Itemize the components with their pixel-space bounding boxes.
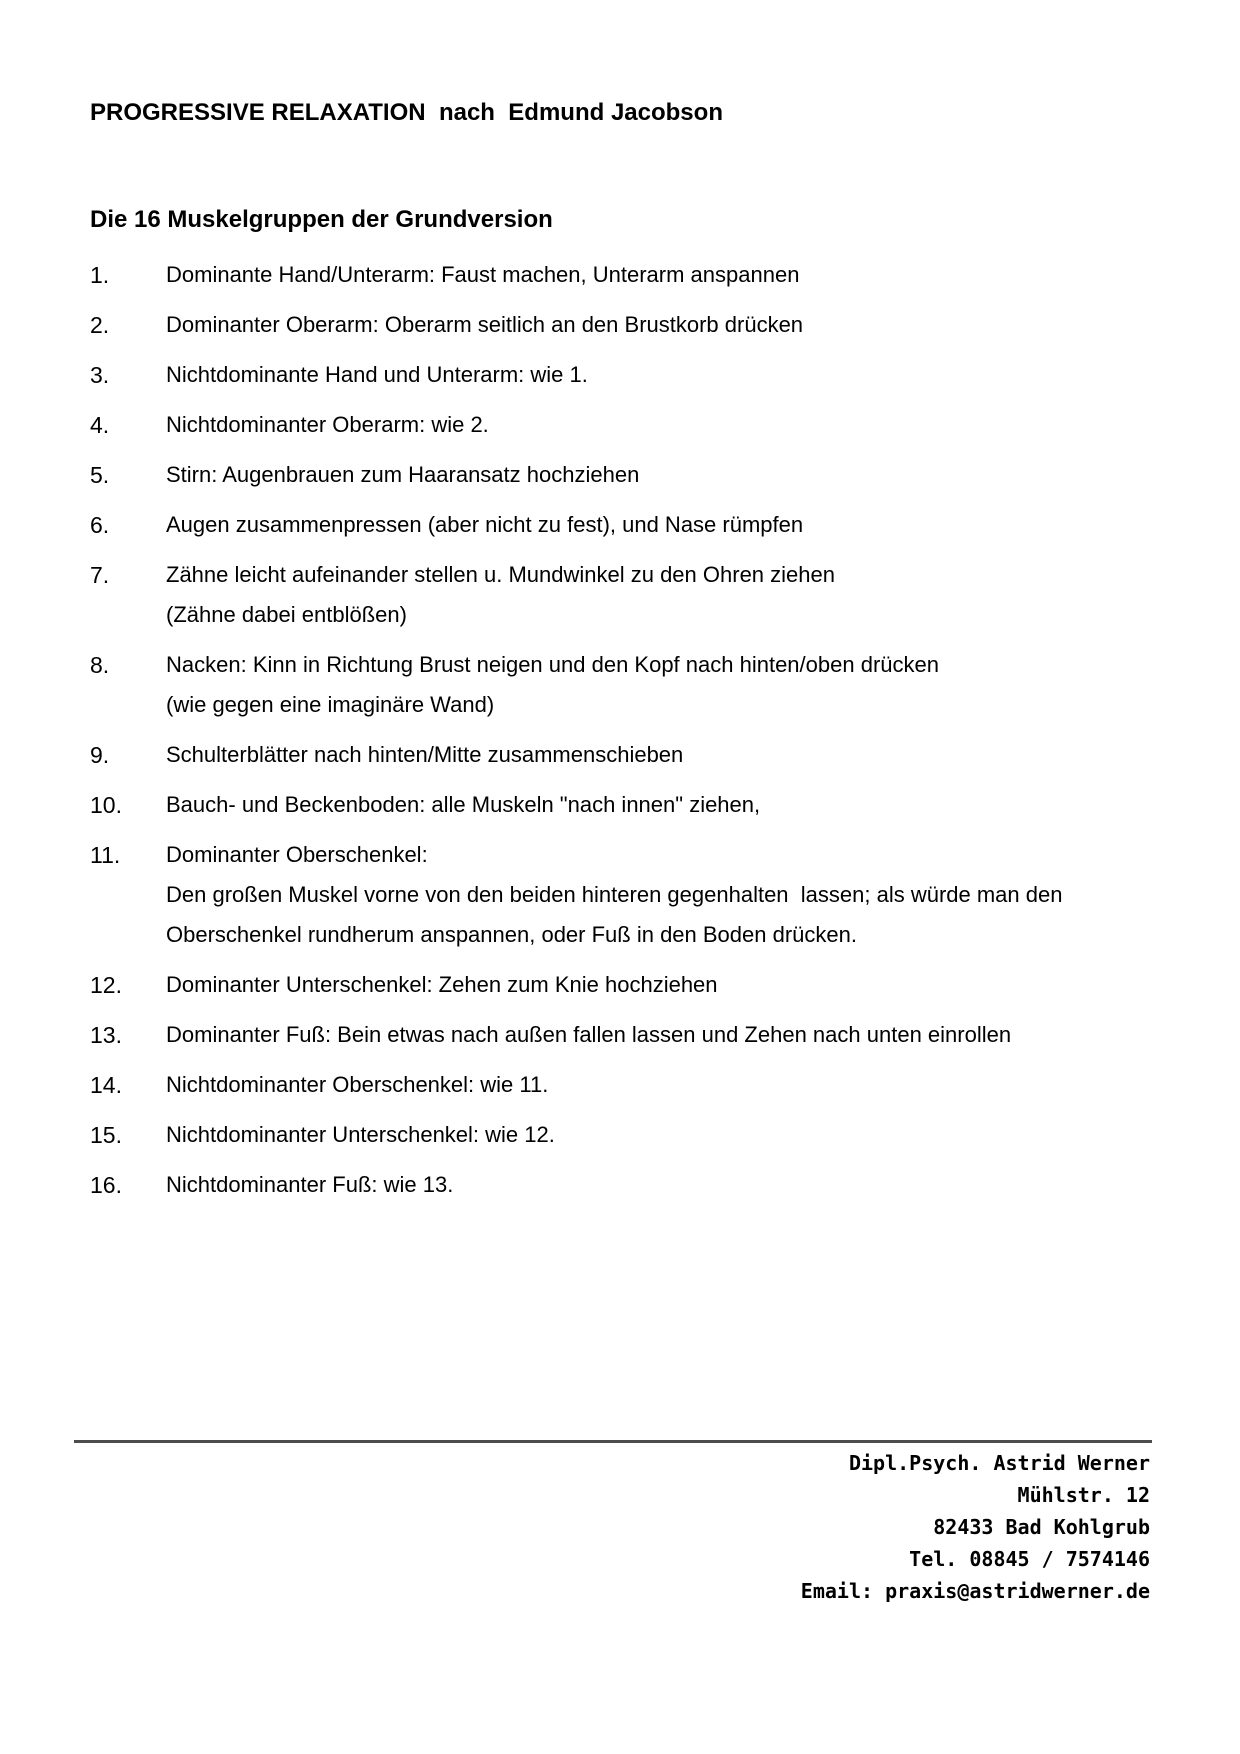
list-item-number: 9. xyxy=(90,742,110,768)
list-item xyxy=(90,355,1170,395)
list-item-text: Nichtdominanter Fuß: wie 13. xyxy=(166,1172,454,1197)
list-item xyxy=(90,785,1170,825)
list-item-text: Zähne leicht aufeinander stellen u. Mundwinkel zu den Ohren ziehen xyxy=(166,562,835,587)
list-item-number: 6. xyxy=(90,512,110,538)
list-item-number: 15. xyxy=(90,1122,122,1148)
list-item xyxy=(90,835,1170,955)
list-item-body xyxy=(166,1065,1170,1105)
list-item-text: Dominanter Oberarm: Oberarm seitlich an den Brustkorb drücken xyxy=(166,312,804,337)
list-item xyxy=(90,255,1170,295)
footer-contact-line: Email: praxis@astridwerner.de xyxy=(800,1579,1150,1603)
list-item-body xyxy=(166,255,1170,295)
document-title: PROGRESSIVE RELAXATION nach Edmund Jacobson xyxy=(90,99,723,126)
list-item xyxy=(90,1165,1170,1205)
list-item-text: Bauch- und Beckenboden: alle Muskeln "nach innen" ziehen, xyxy=(166,792,761,817)
list-item xyxy=(90,455,1170,495)
list-item xyxy=(90,1115,1170,1155)
list-item-number: 8. xyxy=(90,652,110,678)
list-item-body xyxy=(166,645,1170,725)
footer-contact-line: Dipl.Psych. Astrid Werner xyxy=(848,1451,1150,1475)
list-item-text: Nichtdominanter Oberarm: wie 2. xyxy=(166,412,489,437)
list-item-body xyxy=(166,305,1170,345)
list-item-text: Dominanter Unterschenkel: Zehen zum Knie hochziehen xyxy=(166,972,718,997)
list-item-body xyxy=(166,1015,1170,1055)
list-item-number: 7. xyxy=(90,562,110,588)
list-item-text: Schulterblätter nach hinten/Mitte zusammenschieben xyxy=(166,742,684,767)
list-item-text: Dominanter Fuß: Bein etwas nach außen fallen lassen und Zehen nach unten einrollen xyxy=(166,1022,1012,1047)
list-item-body xyxy=(166,785,1170,825)
list-item-text: Nacken: Kinn in Richtung Brust neigen und den Kopf nach hinten/oben drücken xyxy=(166,652,939,677)
list-item-body xyxy=(166,505,1170,545)
list-item-number: 2. xyxy=(90,312,110,338)
list-item xyxy=(90,645,1170,725)
list-item-body xyxy=(166,1165,1170,1205)
list-item-text: Nichtdominanter Oberschenkel: wie 11. xyxy=(166,1072,549,1097)
muscle-group-list xyxy=(90,255,1170,1215)
footer-contact-block xyxy=(801,1447,1150,1607)
list-item-number: 16. xyxy=(90,1172,122,1198)
list-item-text: Oberschenkel rundherum anspannen, oder Fuß in den Boden drücken. xyxy=(166,922,857,947)
list-item-number: 13. xyxy=(90,1022,122,1048)
list-item-body xyxy=(166,965,1170,1005)
list-item xyxy=(90,505,1170,545)
list-item-text: Nichtdominanter Unterschenkel: wie 12. xyxy=(166,1122,555,1147)
footer-contact-line: Mühlstr. 12 xyxy=(1017,1483,1150,1507)
list-item-text: Dominante Hand/Unterarm: Faust machen, Unterarm anspannen xyxy=(166,262,800,287)
list-item-body xyxy=(166,555,1170,635)
list-item-text: Stirn: Augenbrauen zum Haaransatz hochziehen xyxy=(166,462,640,487)
list-item-number: 1. xyxy=(90,262,110,288)
list-item-text: (Zähne dabei entblößen) xyxy=(166,602,407,627)
list-item-body xyxy=(166,405,1170,445)
list-item-body xyxy=(166,1115,1170,1155)
list-item-number: 4. xyxy=(90,412,110,438)
list-item xyxy=(90,305,1170,345)
list-item xyxy=(90,555,1170,635)
section-heading: Die 16 Muskelgruppen der Grundversion xyxy=(90,206,553,233)
list-item-number: 12. xyxy=(90,972,122,998)
list-item-number: 5. xyxy=(90,462,110,488)
list-item xyxy=(90,1065,1170,1105)
list-item xyxy=(90,405,1170,445)
list-item-number: 11. xyxy=(90,842,121,868)
list-item-body xyxy=(166,355,1170,395)
footer-contact-line: 82433 Bad Kohlgrub xyxy=(933,1515,1150,1539)
footer-divider xyxy=(74,1440,1152,1443)
list-item-text: Dominanter Oberschenkel: xyxy=(166,842,428,867)
list-item-body xyxy=(166,735,1170,775)
list-item-text: (wie gegen eine imaginäre Wand) xyxy=(166,692,495,717)
list-item-text: Nichtdominante Hand und Unterarm: wie 1. xyxy=(166,362,588,387)
list-item xyxy=(90,735,1170,775)
list-item xyxy=(90,1015,1170,1055)
footer-contact-line: Tel. 08845 / 7574146 xyxy=(909,1547,1150,1571)
list-item-body xyxy=(166,835,1170,955)
list-item-number: 14. xyxy=(90,1072,122,1098)
list-item-body xyxy=(166,455,1170,495)
list-item-text: Den großen Muskel vorne von den beiden hinteren gegenhalten lassen; als würde man den xyxy=(166,882,1063,907)
list-item-number: 3. xyxy=(90,362,110,388)
list-item-number: 10. xyxy=(90,792,122,818)
list-item xyxy=(90,965,1170,1005)
list-item-text: Augen zusammenpressen (aber nicht zu fest), und Nase rümpfen xyxy=(166,512,804,537)
